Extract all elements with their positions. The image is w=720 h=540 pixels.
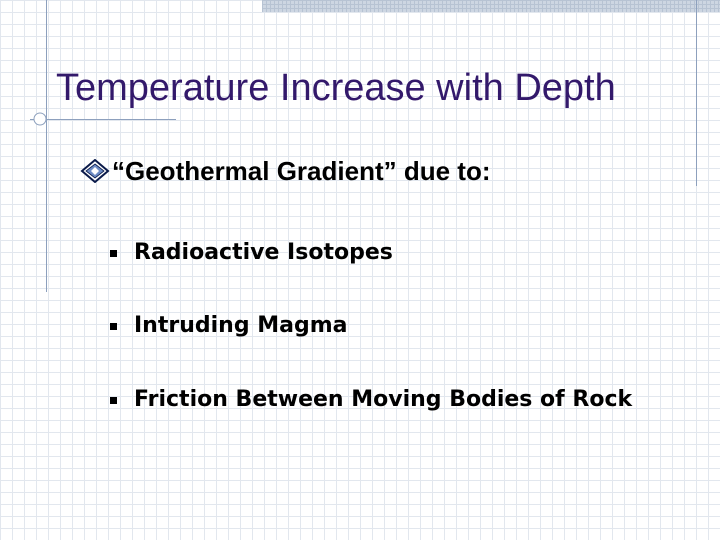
list-item [110,238,670,268]
circle-crosshair-icon [32,111,48,127]
main-bullet-text: “Geothermal Gradient” due to: [112,156,491,186]
list-item [110,385,670,415]
slide-title: Temperature Increase with Depth [56,67,616,109]
right-vertical-rule [696,0,697,186]
list-item-text: Radioactive Isotopes [134,240,393,265]
top-decorative-band [262,0,720,12]
list-item-text: Intruding Magma [134,313,348,338]
list-item-text: Friction Between Moving Bodies of Rock [134,387,633,412]
square-bullet-icon [110,323,117,330]
square-bullet-icon [110,250,117,257]
square-bullet-icon [110,397,117,404]
title-horizontal-rule [30,119,176,120]
top-left-vertical-rule [46,0,47,292]
diamond-outline-icon [80,159,110,183]
list-item [110,311,670,341]
